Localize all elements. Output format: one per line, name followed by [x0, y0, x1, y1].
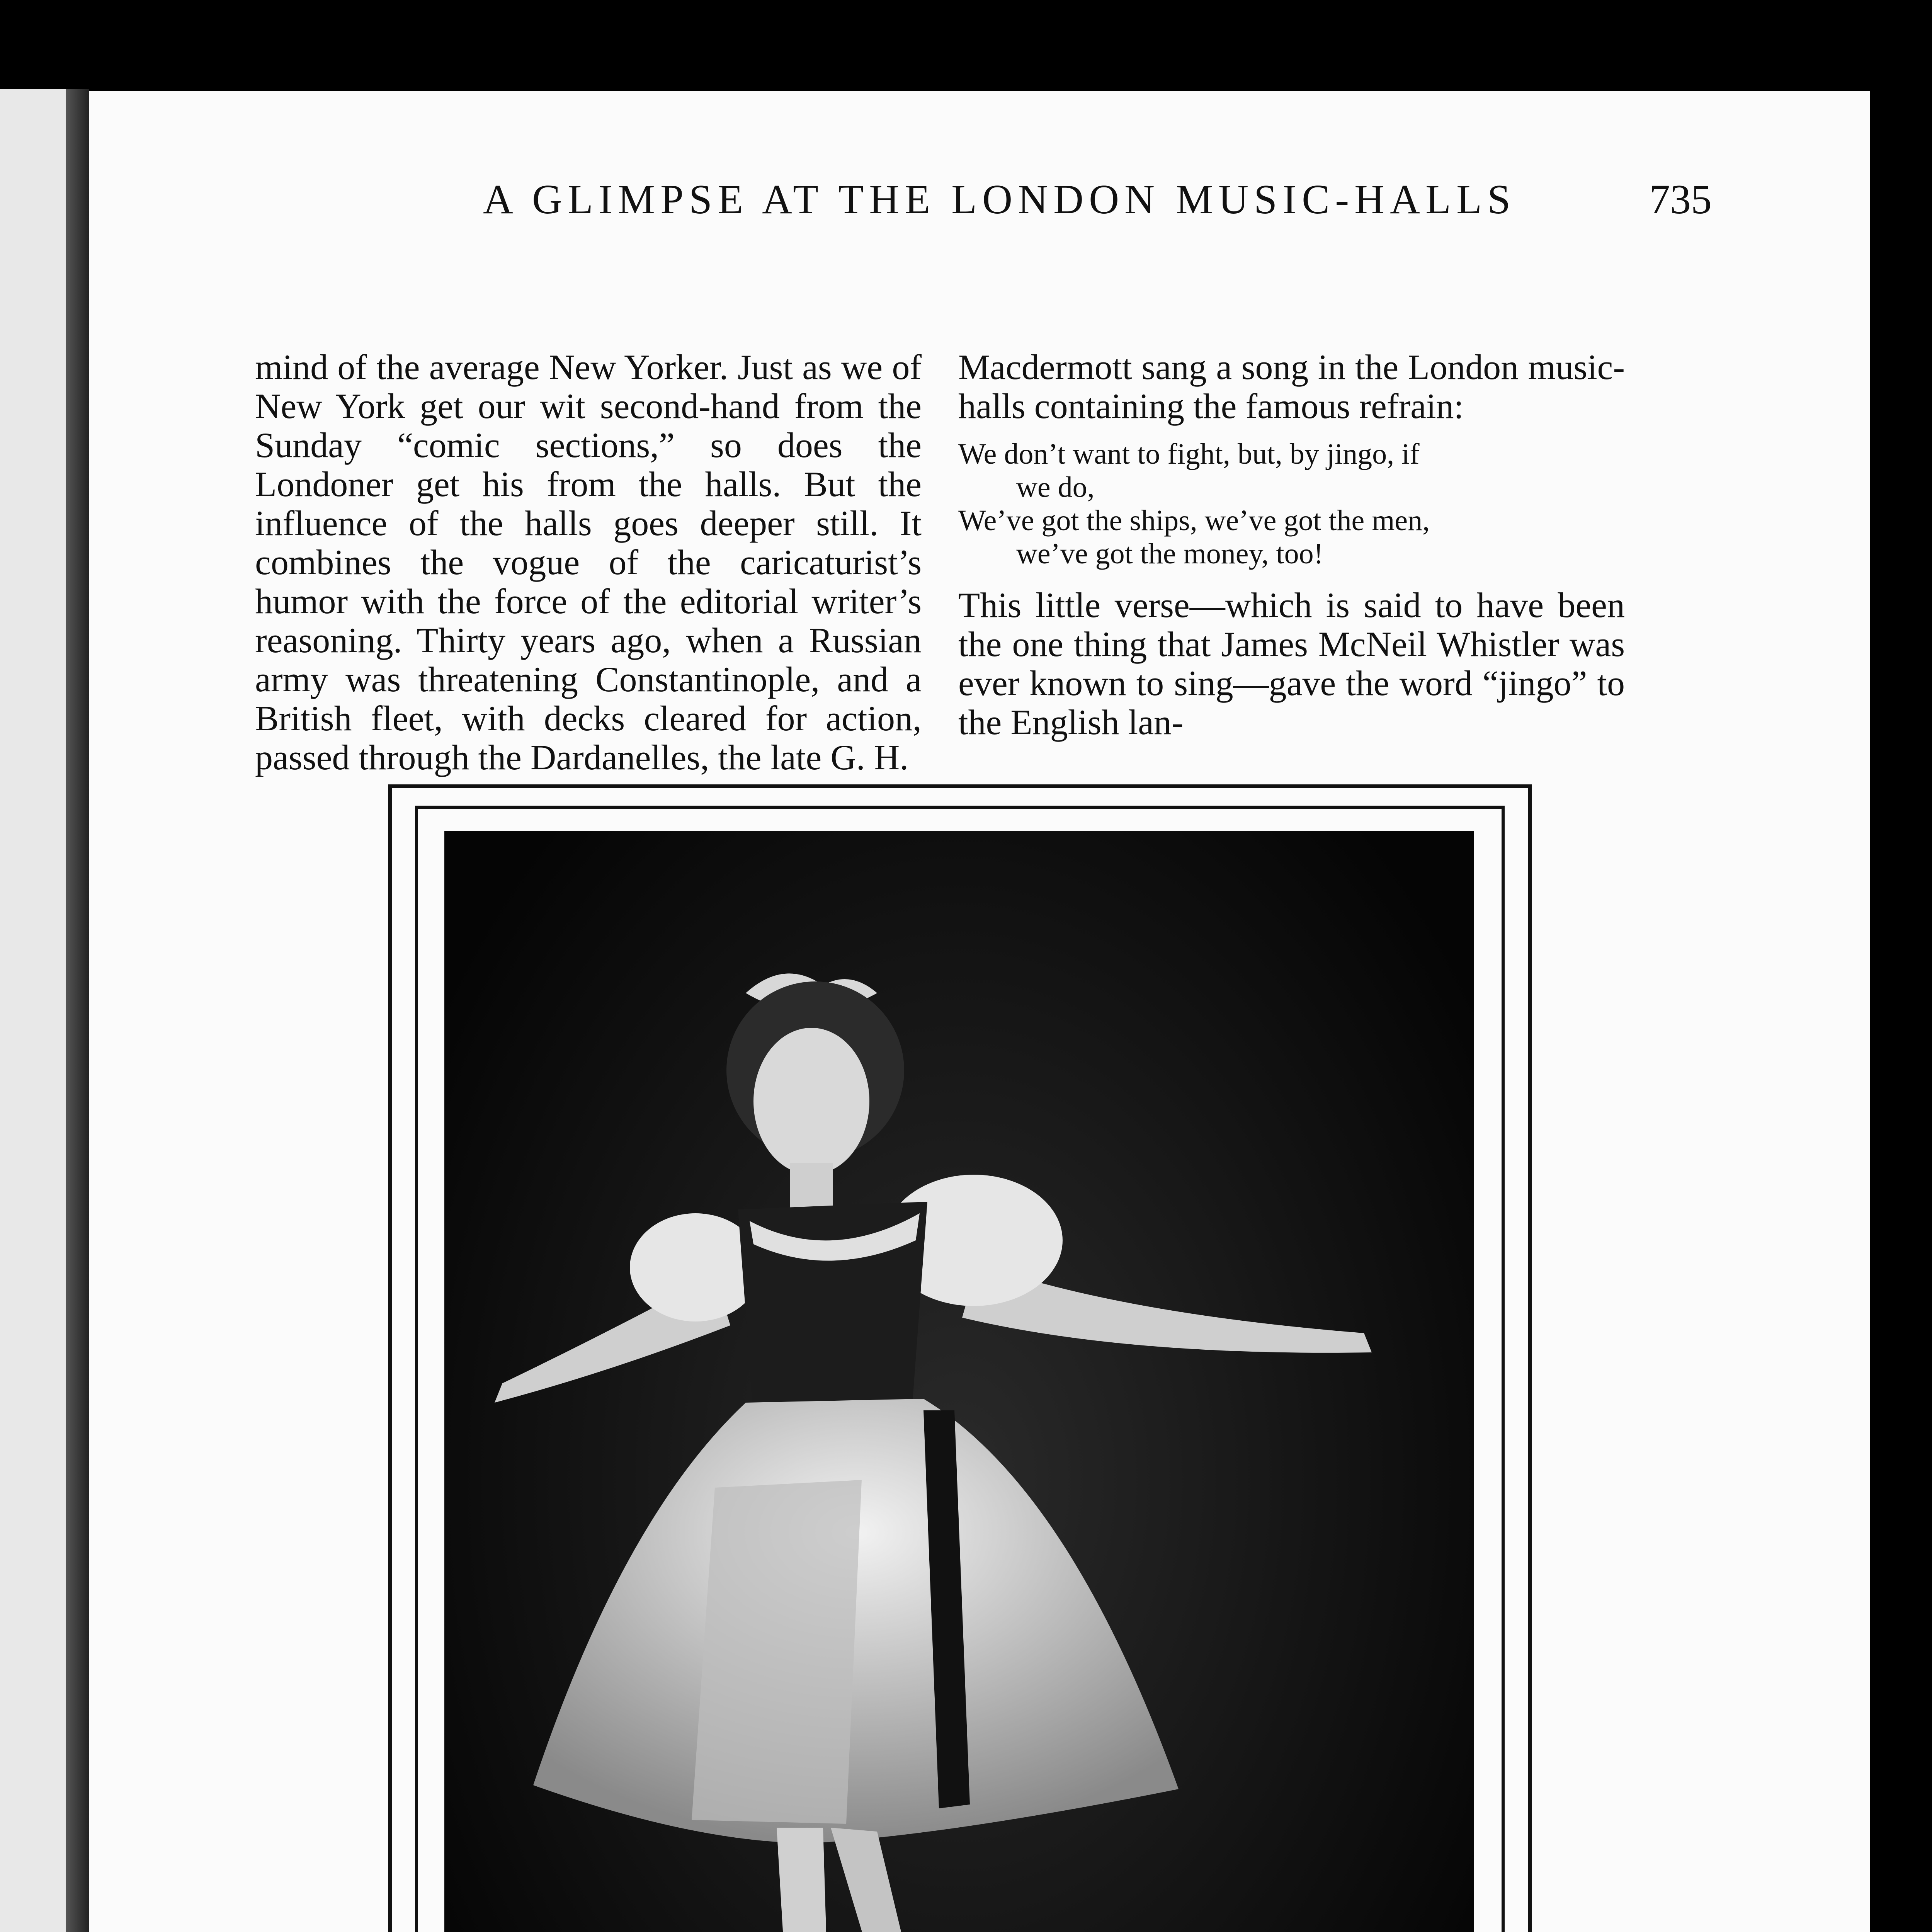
- right-column-continuation: This little verse—which is said to have been the one thing that James McNeil Whistler was ever known to sing—gave the word “jingo” to the English lan-: [958, 585, 1625, 742]
- left-leg: [777, 1828, 831, 1932]
- left-column: [255, 348, 922, 777]
- dancer-photograph: [444, 831, 1474, 1932]
- verse-line: We don’t want to fight, but, by jingo, if: [958, 438, 1420, 470]
- running-title: A GLIMPSE AT THE LONDON MUSIC-HALLS: [483, 177, 1516, 223]
- left-column-text: mind of the average New Yorker. Just as we of New York get our wit second-hand from the Sunday “comic sections,” so does the Londoner get his from the halls. But the influence of the halls goes deeper still. It combines the vogue of the caricaturist’s humor with the force of the editorial writer’s reasoning. Thirty years ago, when a Russian army was threatening Constantinople, and a British fleet, with decks cleared for action, passed through the Dardanelles, the late G. H.: [255, 347, 922, 777]
- dancer-illustration: [444, 831, 1474, 1932]
- apron: [692, 1480, 862, 1824]
- spine-shadow: [66, 89, 89, 1932]
- verse-line: We’ve got the ships, we’ve got the men,: [958, 504, 1430, 537]
- right-column-intro: Macdermott sang a song in the London music-halls containing the famous refrain:: [958, 347, 1625, 426]
- page-header: [483, 176, 1712, 234]
- page-number: 735: [1649, 177, 1712, 223]
- right-column: [958, 348, 1625, 742]
- song-verse: [958, 437, 1625, 570]
- verse-line: we do,: [1016, 471, 1095, 503]
- face: [753, 1028, 869, 1175]
- verse-line: we’ve got the money, too!: [1016, 537, 1323, 570]
